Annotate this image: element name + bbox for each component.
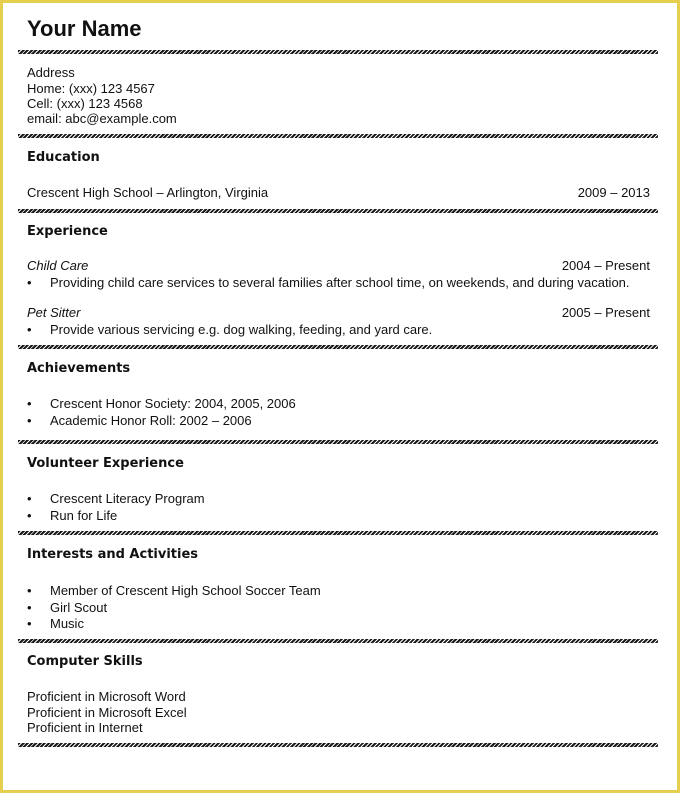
interest-text: Member of Crescent High School Soccer Team — [50, 583, 321, 598]
contact-home-phone: Home: (xxx) 123 4567 — [27, 81, 155, 96]
bullet-icon: • — [27, 600, 32, 615]
job-title: Child Care — [27, 258, 89, 273]
bullet-icon: • — [27, 508, 32, 523]
job-dates: 2005 – Present — [561, 305, 650, 320]
interest-text: Girl Scout — [50, 600, 108, 615]
section-divider — [18, 440, 658, 444]
volunteer-text: Run for Life — [50, 508, 118, 523]
achievement-text: Academic Honor Roll: 2002 – 2006 — [50, 413, 252, 428]
skill-text: Proficient in Microsoft Excel — [27, 705, 187, 720]
section-divider — [18, 134, 658, 138]
resume-name: Your Name — [27, 16, 142, 41]
bullet-icon: • — [27, 275, 32, 290]
interest-text: Music — [50, 616, 84, 631]
education-heading: Education — [27, 150, 100, 165]
achievements-heading: Achievements — [27, 361, 131, 376]
bullet-icon: • — [27, 583, 32, 598]
skills-heading: Computer Skills — [27, 654, 143, 669]
bullet-icon: • — [27, 491, 32, 506]
job-bullet-text: Provide various servicing e.g. dog walking, feeding, and yard care. — [50, 322, 433, 337]
section-divider — [18, 531, 658, 535]
section-divider — [18, 639, 658, 643]
education-dates: 2009 – 2013 — [577, 185, 650, 200]
skill-text: Proficient in Internet — [27, 720, 143, 735]
bullet-icon: • — [27, 413, 32, 428]
bullet-icon: • — [27, 396, 32, 411]
job-bullet-text: Providing child care services to several families after school time, on weekends, and during vacation. — [50, 275, 630, 290]
job-dates: 2004 – Present — [561, 258, 650, 273]
experience-heading: Experience — [27, 224, 108, 239]
volunteer-heading: Volunteer Experience — [27, 456, 184, 471]
achievement-text: Crescent Honor Society: 2004, 2005, 2006 — [50, 396, 296, 411]
skill-text: Proficient in Microsoft Word — [27, 689, 186, 704]
job-title: Pet Sitter — [27, 305, 81, 320]
contact-address: Address — [27, 65, 75, 80]
interests-heading: Interests and Activities — [27, 547, 199, 562]
contact-email: email: abc@example.com — [27, 111, 177, 126]
section-divider — [18, 50, 658, 54]
section-divider — [18, 743, 658, 747]
volunteer-text: Crescent Literacy Program — [50, 491, 205, 506]
section-divider — [18, 209, 658, 213]
education-school: Crescent High School – Arlington, Virginia — [27, 185, 269, 200]
bullet-icon: • — [27, 616, 32, 631]
bullet-icon: • — [27, 322, 32, 337]
section-divider — [18, 345, 658, 349]
contact-cell-phone: Cell: (xxx) 123 4568 — [27, 96, 143, 111]
